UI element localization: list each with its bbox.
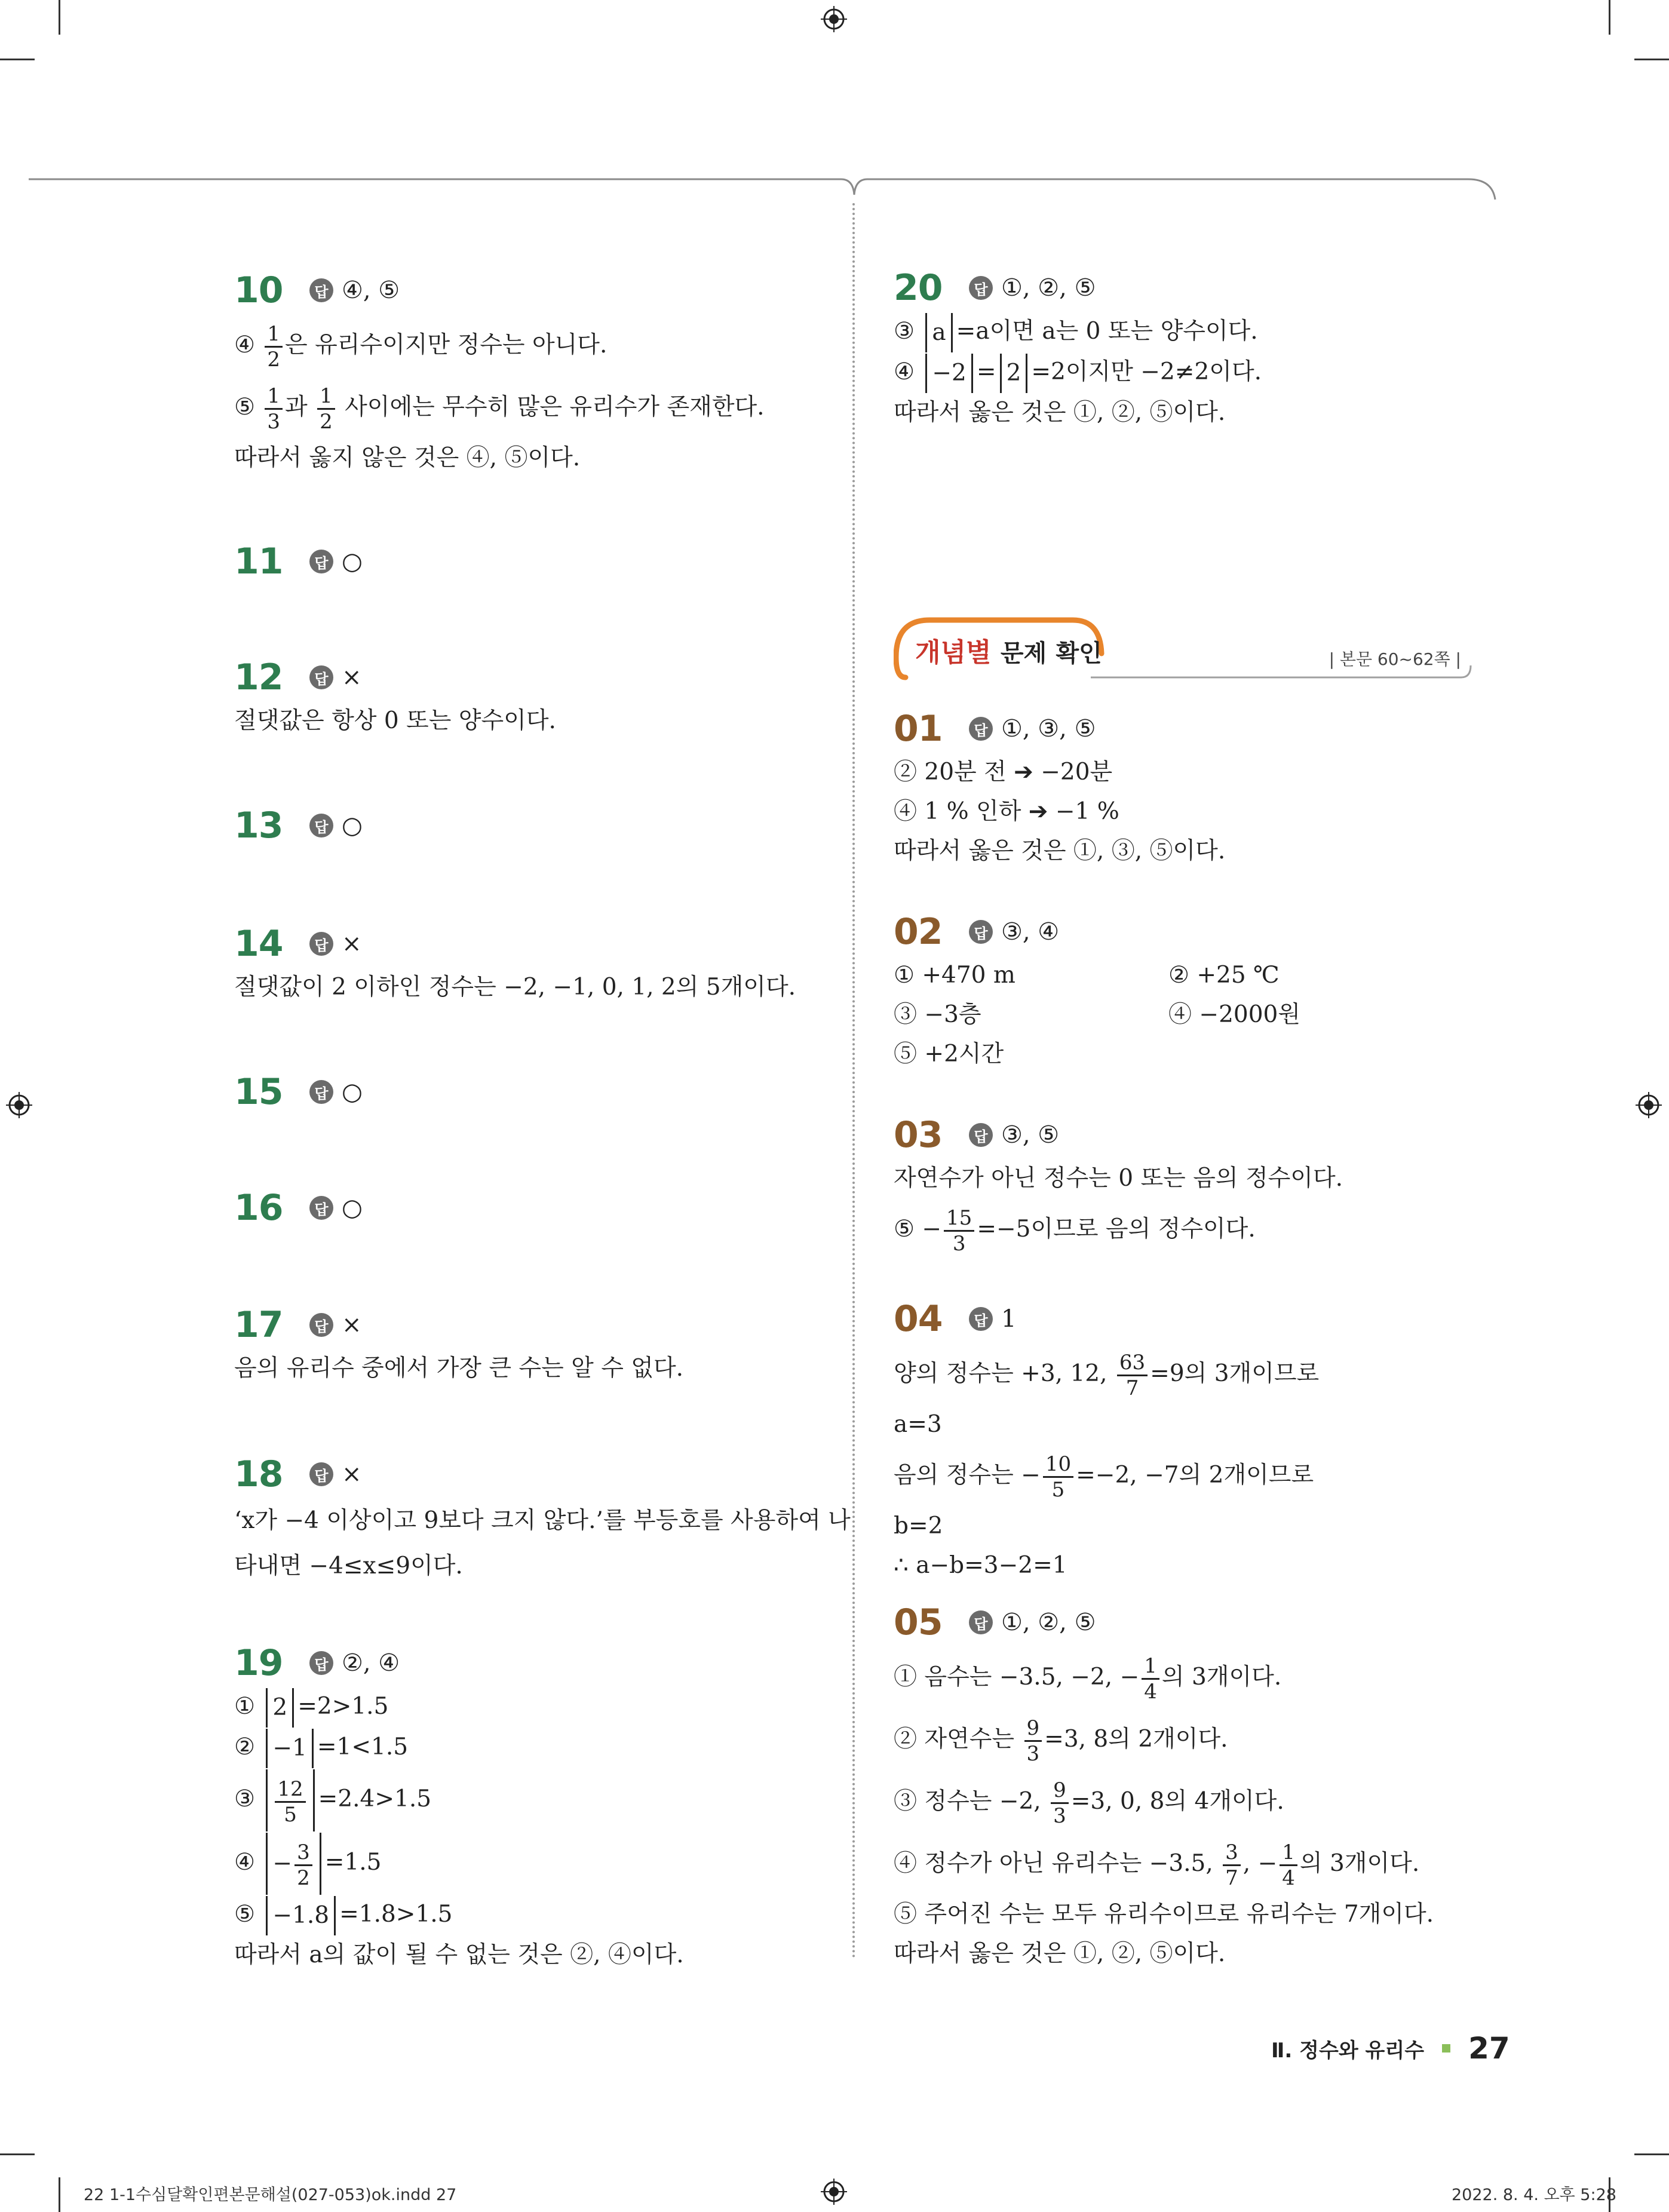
solution-line: b=2 [894, 1512, 943, 1539]
answer-badge: 답 [309, 665, 333, 689]
absolute-value: − $\frac{3}{2}$ [266, 1833, 321, 1895]
section-title: 개념별 문제 확인 [915, 637, 1102, 668]
fraction: $\frac{1}{3}$ [265, 384, 283, 434]
crop-mark [59, 0, 60, 35]
solution-line: 절댓값은 항상 0 또는 양수이다. [234, 707, 556, 734]
answer-badge: 답 [309, 278, 333, 302]
answer-badge: 답 [309, 1313, 333, 1337]
solution-line: 절댓값이 2 이하인 정수는 −2, −1, 0, 1, 2의 5개이다. [234, 974, 796, 1001]
answer-badge: 답 [309, 1080, 333, 1104]
choice-grid [894, 956, 1419, 1074]
problem-04 [894, 1295, 1319, 1585]
solution-line: a=3 [894, 1411, 942, 1438]
choice-item: ① +470 m [894, 962, 1015, 989]
absolute-value [266, 1769, 314, 1831]
solution-line: ⑤ 주어진 수는 모두 유리수이므로 유리수는 7개이다. [894, 1901, 1434, 1928]
crop-mark [0, 59, 35, 60]
section-page-range: | 본문 60~62쪽 | [1329, 649, 1461, 669]
problem-number: 19 [234, 1642, 283, 1684]
footer-section-title: Ⅱ. 정수와 유리수 [1271, 2038, 1425, 2063]
solution-line: ④ 정수가 아닌 유리수는 −3.5, $\frac{3}{7}$ , − $\frac{1}{4}$ 의 3개이다. [894, 1840, 1420, 1890]
problem-number: 02 [894, 911, 943, 953]
registration-mark-icon [1636, 1092, 1662, 1118]
solution-line: ② 20분 전 ➔ −20분 [894, 759, 1113, 786]
fraction: $\frac{1}{2}$ [317, 384, 335, 434]
page-frame-line [29, 177, 1498, 201]
solution-line: ④ 1 % 인하 ➔ −1 % [894, 798, 1119, 825]
answer-text: × [342, 930, 362, 958]
solution-line: ③ $\frac{12}{5}$ =2.4>1.5 [234, 1768, 684, 1831]
solution-line: 따라서 옳지 않은 것은 ④, ⑤이다. [234, 444, 581, 471]
answer-text: ③, ⑤ [1001, 1121, 1060, 1149]
fraction: $\frac{15}{3}$ [944, 1206, 974, 1256]
problem-number: 03 [894, 1114, 943, 1156]
answer-badge: 답 [969, 276, 993, 300]
answer-badge: 답 [309, 932, 333, 956]
answer-badge: 답 [969, 1307, 993, 1331]
answer-text: × [342, 1311, 362, 1339]
problem-05 [894, 1599, 1434, 1974]
answer-text: ③, ④ [1001, 918, 1060, 946]
choice-item: ② +25 ℃ [1168, 962, 1280, 989]
answer-text: ○ [342, 548, 363, 575]
answer-badge: 답 [969, 1610, 993, 1634]
registration-mark-icon [6, 1092, 32, 1118]
solution-line: ① 2 =2>1.5 [234, 1687, 684, 1728]
solution-line: ④ $\frac{1}{2}$ 은 유리수이지만 정수는 아니다. [234, 321, 608, 372]
problem-19 [234, 1639, 684, 1975]
crop-mark [1634, 59, 1669, 60]
answer-text: ①, ③, ⑤ [1001, 715, 1096, 743]
solution-line: ② −1 =1<1.5 [234, 1728, 684, 1768]
solution-line: ⑤ − $\frac{15}{3}$ =−5이므로 음의 정수이다. [894, 1205, 1256, 1256]
solution-line: ‘x가 −4 이상이고 9보다 크지 않다.’를 부등호를 사용하여 나 [234, 1507, 851, 1534]
answer-badge: 답 [969, 1123, 993, 1147]
problem-number: 15 [234, 1071, 283, 1113]
problem-01 [894, 705, 1225, 871]
footer-square-icon [1442, 2044, 1450, 2053]
problem-18 [234, 1450, 851, 1589]
answer-badge: 답 [309, 1462, 333, 1486]
choice-item: ⑤ +2시간 [894, 1041, 1004, 1067]
problem-number: 10 [234, 269, 283, 311]
problem-20 [894, 264, 1262, 432]
solution-line: ⑤ −1.8 =1.8>1.5 [234, 1895, 684, 1935]
problem-number: 11 [234, 541, 283, 582]
crop-mark [59, 2177, 60, 2212]
fraction: $\frac{12}{5}$ [275, 1777, 305, 1827]
answer-text: ○ [342, 1078, 363, 1106]
solution-line: 따라서 a의 값이 될 수 없는 것은 ②, ④이다. [234, 1941, 684, 1968]
answer-badge: 답 [969, 920, 993, 944]
fraction: $\frac{9}{3}$ [1024, 1716, 1042, 1766]
fraction: $\frac{9}{3}$ [1051, 1778, 1069, 1828]
registration-mark-icon [821, 2179, 847, 2205]
solution-line: ① 음수는 −3.5, −2, − $\frac{1}{4}$ 의 3개이다. [894, 1653, 1282, 1704]
problem-10 [234, 266, 765, 478]
answer-text: ①, ②, ⑤ [1001, 274, 1096, 302]
running-footer [1271, 2031, 1510, 2066]
problem-number: 04 [894, 1298, 943, 1340]
choice-item: ④ −2000원 [1168, 1001, 1301, 1028]
answer-text: 1 [1001, 1305, 1017, 1333]
answer-badge: 답 [309, 1196, 333, 1220]
solution-line: ④ −2 = 2 =2이지만 −2≠2이다. [894, 352, 1262, 393]
answer-badge: 답 [309, 1651, 333, 1675]
registration-mark-icon [821, 6, 847, 32]
fraction: $\frac{3}{7}$ [1223, 1840, 1241, 1890]
page-number: 27 [1468, 2031, 1510, 2066]
problem-13 [234, 802, 363, 849]
fraction: $\frac{1}{2}$ [265, 322, 283, 372]
problem-number: 18 [234, 1453, 283, 1495]
solution-line: ④ − $\frac{3}{2}$ =1.5 [234, 1831, 684, 1895]
problem-03 [894, 1111, 1343, 1260]
fraction: $\frac{63}{7}$ [1117, 1351, 1148, 1400]
problem-number: 13 [234, 805, 283, 846]
solution-line: ③ 정수는 −2, $\frac{9}{3}$ =3, 0, 8의 4개이다. [894, 1778, 1284, 1828]
problem-12 [234, 654, 556, 741]
answer-text: ④, ⑤ [342, 277, 400, 304]
problem-16 [234, 1184, 363, 1232]
column-divider [852, 203, 855, 1959]
problem-number: 01 [894, 708, 943, 750]
problem-number: 20 [894, 267, 943, 309]
print-slug-date: 2022. 8. 4. 오후 5:28 [1452, 2186, 1616, 2204]
answer-badge: 답 [309, 814, 333, 837]
answer-text: ②, ④ [342, 1649, 400, 1677]
solution-line: ② 자연수는 $\frac{9}{3}$ =3, 8의 2개이다. [894, 1716, 1228, 1766]
absolute-value: 2 [266, 1688, 294, 1728]
problem-17 [234, 1301, 683, 1388]
solution-line: ⑤ $\frac{1}{3}$ 과 $\frac{1}{2}$ 사이에는 무수히 많은 유리수가 존재한다. [234, 384, 765, 434]
choice-item: ③ −3층 [894, 1001, 981, 1028]
problem-14 [234, 920, 796, 1007]
problem-02 [894, 908, 1419, 1074]
solution-line: ∴ a−b=3−2=1 [894, 1552, 1067, 1579]
fraction: $\frac{1}{4}$ [1142, 1654, 1159, 1704]
answer-text: × [342, 664, 362, 691]
crop-mark [0, 2153, 35, 2155]
section-tab [894, 615, 1473, 681]
answer-text: ○ [342, 812, 363, 839]
problem-11 [234, 538, 363, 585]
absolute-value: −2 [925, 354, 973, 393]
solution-line: 따라서 옳은 것은 ①, ②, ⑤이다. [894, 1940, 1226, 1967]
problem-number: 16 [234, 1187, 283, 1229]
answer-badge: 답 [309, 550, 333, 573]
fraction: $\frac{3}{2}$ [294, 1840, 312, 1890]
solution-line: ③ a =a이면 a는 0 또는 양수이다. [894, 312, 1262, 352]
absolute-value: −1.8 [266, 1896, 336, 1935]
solution-line: 따라서 옳은 것은 ①, ②, ⑤이다. [894, 399, 1226, 426]
absolute-value: a [925, 313, 952, 352]
absolute-value: 2 [1000, 354, 1028, 393]
problem-number: 14 [234, 923, 283, 965]
fraction: $\frac{1}{4}$ [1280, 1840, 1297, 1890]
solution-line: 자연수가 아닌 정수는 0 또는 음의 정수이다. [894, 1165, 1343, 1192]
answer-badge: 답 [969, 717, 993, 741]
answer-text: ○ [342, 1194, 363, 1222]
answer-text: × [342, 1461, 362, 1488]
solution-line: 음의 정수는 − $\frac{10}{5}$ =−2, −7의 2개이므로 [894, 1452, 1314, 1502]
answer-text: ①, ②, ⑤ [1001, 1609, 1096, 1636]
solution-line: 양의 정수는 +3, 12, $\frac{63}{7}$ =9의 3개이므로 [894, 1350, 1320, 1400]
solution-line: 음의 유리수 중에서 가장 큰 수는 알 수 없다. [234, 1355, 684, 1382]
absolute-value: −1 [266, 1729, 314, 1768]
problem-number: 17 [234, 1304, 283, 1346]
print-slug-file: 22 1-1수심달확인편본문해설(027-053)ok.indd 27 [84, 2186, 457, 2204]
crop-mark [1634, 2153, 1669, 2155]
problem-15 [234, 1068, 363, 1116]
problem-number: 12 [234, 656, 283, 698]
problem-number: 05 [894, 1602, 943, 1643]
fraction: $\frac{10}{5}$ [1043, 1452, 1073, 1502]
solution-line: 타내면 −4≤x≤9이다. [234, 1553, 463, 1579]
crop-mark [1609, 0, 1610, 35]
solution-line: 따라서 옳은 것은 ①, ③, ⑤이다. [894, 837, 1226, 864]
